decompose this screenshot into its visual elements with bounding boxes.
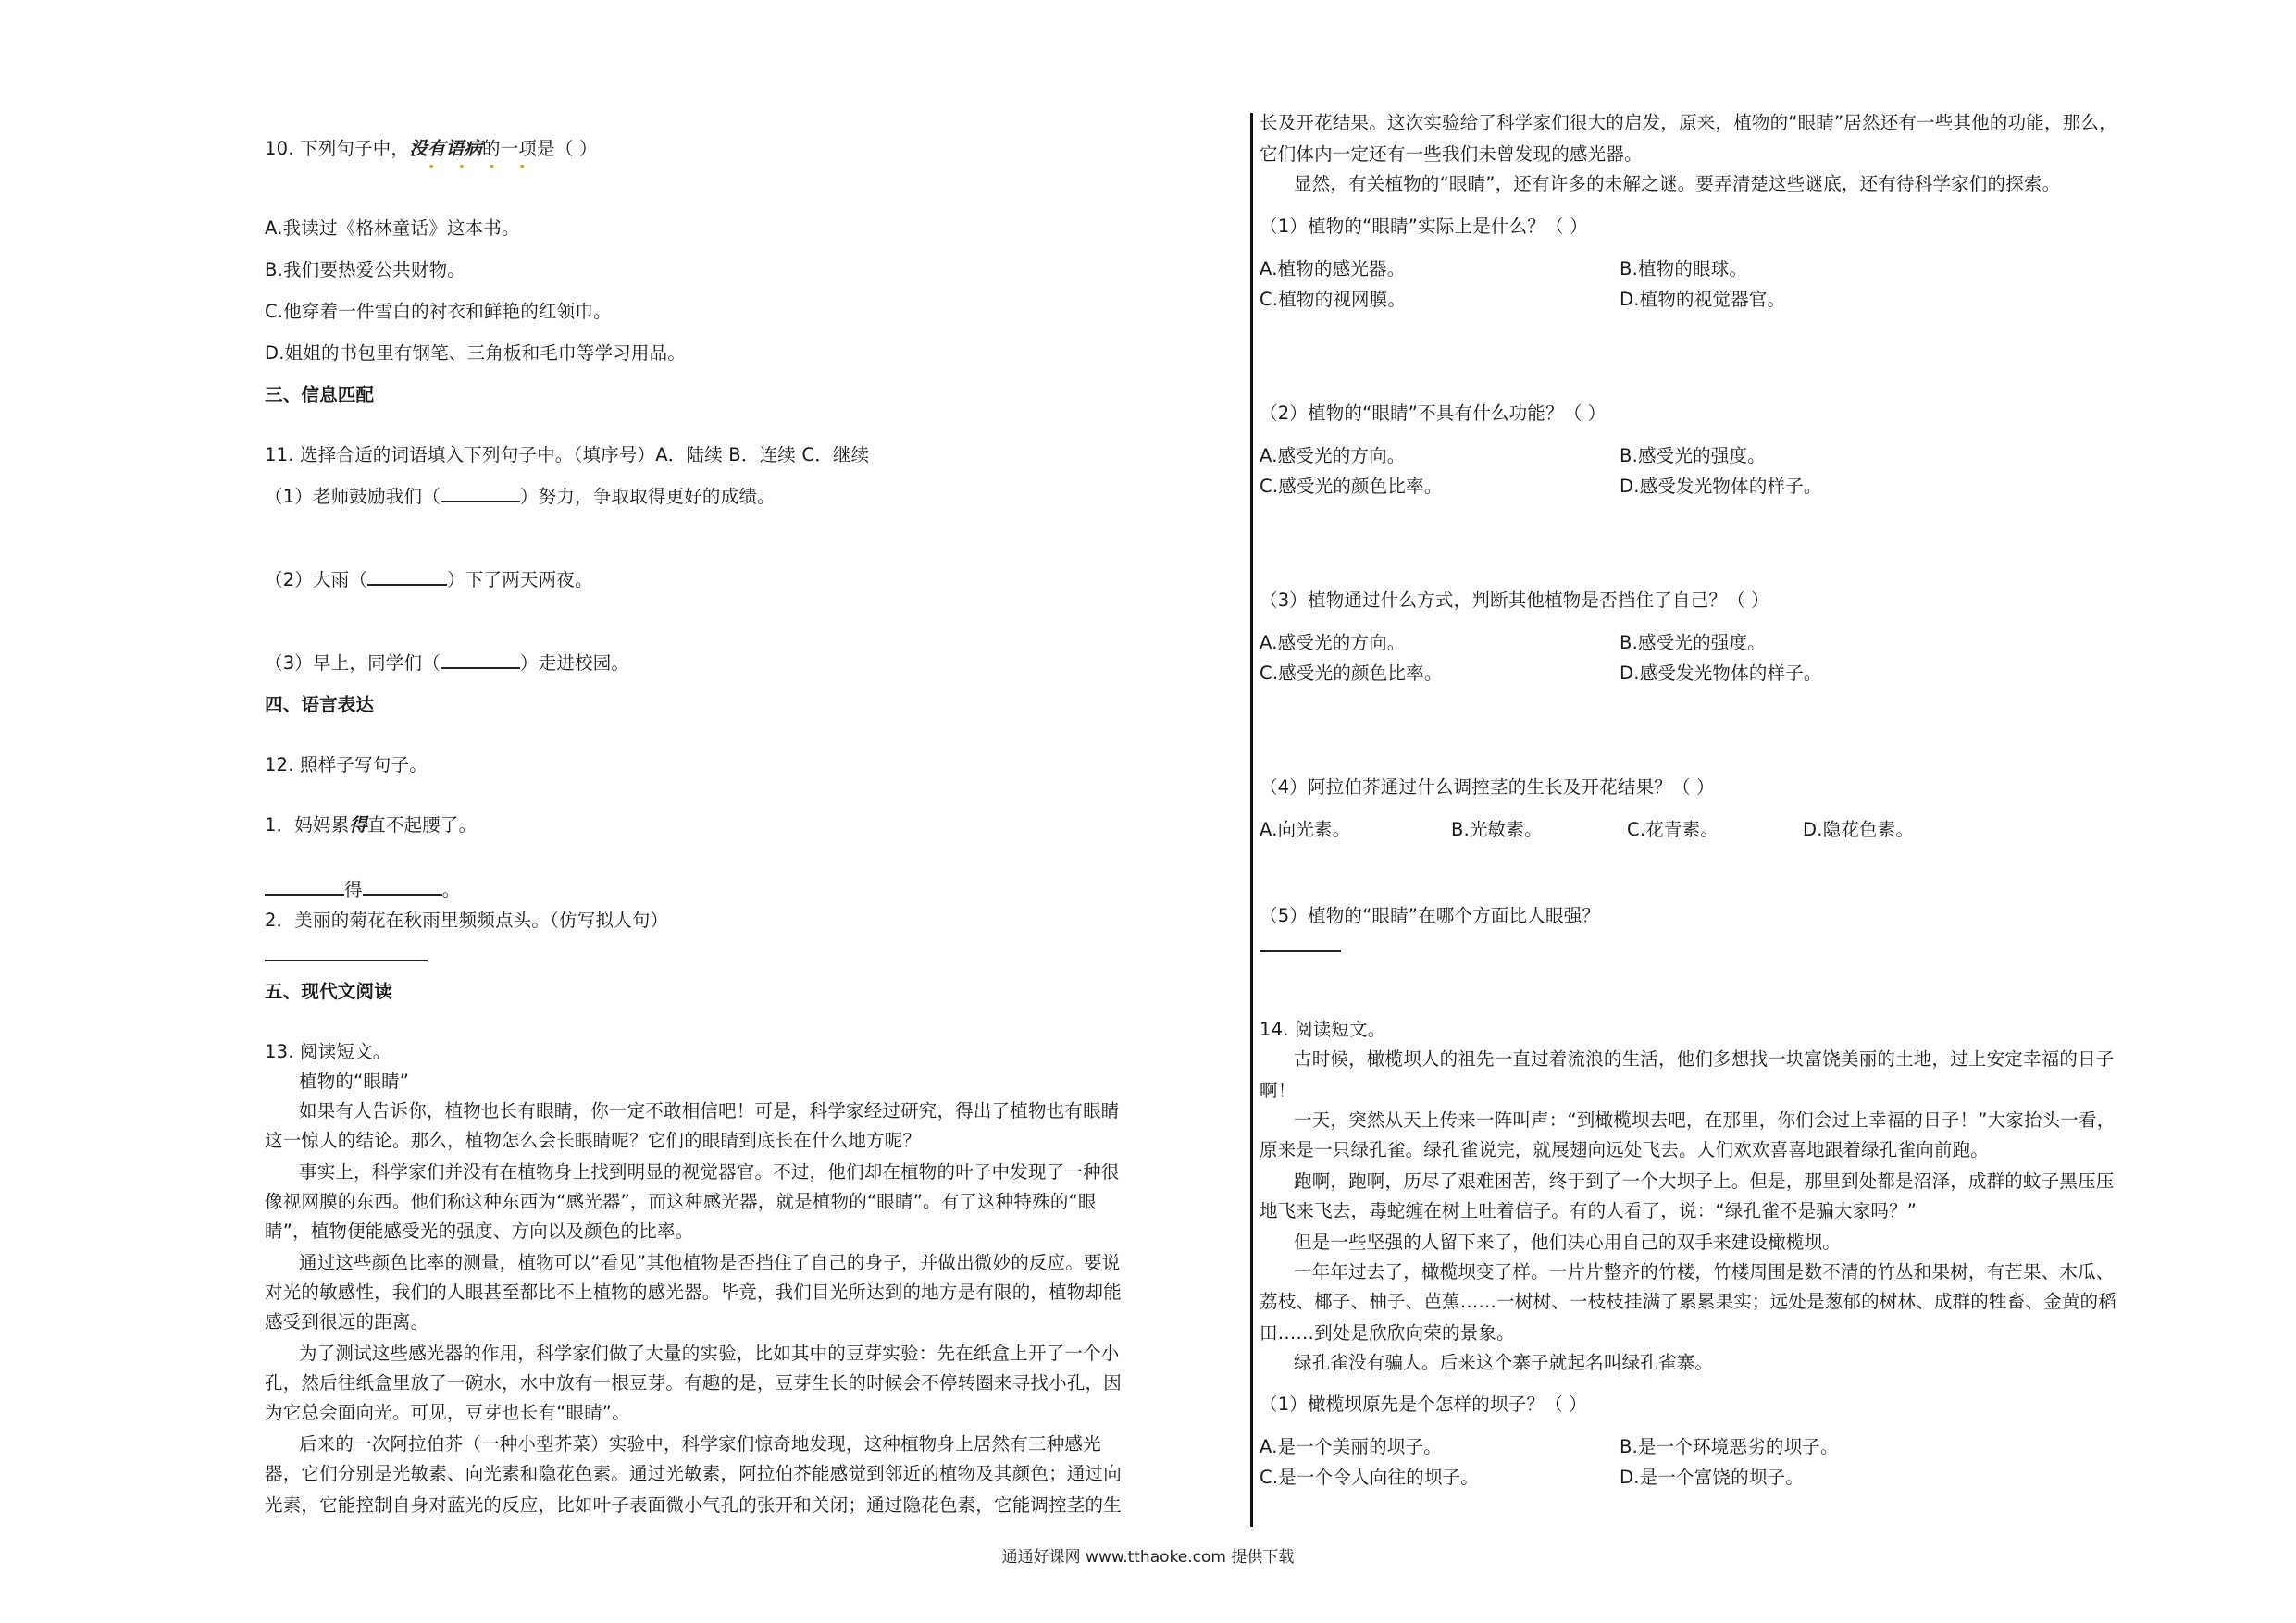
q13-passage-line: 睛”，植物便能感受光的强度、方向以及颜色的比率。 <box>265 1220 694 1242</box>
q14-sub1-option-d: D.是一个富饶的坝子。 <box>1620 1467 1804 1488</box>
q13-sub3-option-c: C.感受光的颜色比率。 <box>1260 663 1443 684</box>
q13-sub2-option-b: B.感受光的强度。 <box>1620 445 1766 466</box>
q14-sub1-option-c: C.是一个令人向往的坝子。 <box>1260 1467 1479 1488</box>
q14-passage-line: 一天，突然从天上传来一阵叫声：“到橄榄坝去吧，在那里，你们会过上幸福的日子！”大家抬头一看， <box>1294 1109 2116 1131</box>
q10-stem-emphasis: 没有语病 <box>409 138 483 159</box>
q10-option-b: B.我们要热爱公共财物。 <box>265 259 465 280</box>
q12-item-1-answer-mid: 得 <box>344 879 363 900</box>
q13-stem: 13. 阅读短文。 <box>265 1041 391 1062</box>
q13-sub1-option-b: B.植物的眼球。 <box>1620 258 1748 279</box>
answer-blank[interactable] <box>367 567 447 586</box>
q13-sub5-stem: （5）植物的“眼睛”在哪个方面比人眼强？ <box>1260 905 1601 926</box>
q13-passage-line: 为它总会面向光。可见，豆芽也长有“眼睛”。 <box>265 1402 630 1423</box>
q11-item-1-pre: （1）老师鼓励我们（ <box>265 486 441 507</box>
q13-sub3-option-a: A.感受光的方向。 <box>1260 632 1406 653</box>
q14-passage-line: 一年年过去了，橄榄坝变了样。一片片整齐的竹楼，竹楼周围是数不清的竹丛和果树，有芒果、木瓜、 <box>1294 1261 2115 1282</box>
section-4-heading: 四、语言表达 <box>265 694 375 715</box>
q12-item-1-pre: 1．妈妈累 <box>265 814 350 836</box>
answer-blank[interactable] <box>441 650 520 669</box>
q14-passage-line: 古时候，橄榄坝人的祖先一直过着流浪的生活，他们多想找一块富饶美丽的土地，过上安定幸福的日子 <box>1294 1048 2115 1070</box>
q14-stem: 14. 阅读短文。 <box>1260 1019 1386 1040</box>
q13-sub4-option-a: A.向光素。 <box>1260 819 1351 840</box>
q13-passage-line: 这一惊人的结论。那么，植物怎么会长眼睛呢？它们的眼睛到底长在什么地方呢？ <box>265 1130 922 1151</box>
column-divider <box>1250 113 1253 1527</box>
q11-item-2-pre: （2）大雨（ <box>265 569 368 590</box>
q14-passage-line: 荔枝、椰子、柚子、芭蕉……一树树、一枝枝挂满了累累果实；远处是葱郁的树林、成群的牲畜、金黄的稻 <box>1260 1291 2116 1312</box>
q14-sub1-option-b: B.是一个环境恶劣的坝子。 <box>1620 1436 1839 1457</box>
q13-sub1-option-d: D.植物的视觉器官。 <box>1620 289 1786 310</box>
q13-passage-line: 对光的敏感性，我们的人眼甚至都比不上植物的感光器。毕竟，我们目光所达到的地方是有限的，植物却能 <box>265 1282 1122 1303</box>
q13-passage-line: 长及开花结果。这次实验给了科学家们很大的启发，原来，植物的“眼睛”居然还有一些其他的功能，那么， <box>1260 112 2117 133</box>
section-3-heading: 三、信息匹配 <box>265 384 375 405</box>
page-footer: 通通好课网 www.tthaoke.com 提供下载 <box>1001 1548 1295 1567</box>
q13-sub1-option-a: A.植物的感光器。 <box>1260 258 1406 279</box>
q13-sub4-option-b: B.光敏素。 <box>1451 819 1543 840</box>
q13-sub3-option-b: B.感受光的强度。 <box>1620 632 1766 653</box>
q13-sub4-stem: （4）阿拉伯芥通过什么调控茎的生长及开花结果？（ ） <box>1260 776 1715 798</box>
q11-item-3 <box>265 650 629 677</box>
q12-item-1-answer-end: 。 <box>441 879 461 900</box>
q12-item-2: 2．美丽的菊花在秋雨里频频点头。（仿写拟人句） <box>265 910 669 931</box>
q14-passage-line: 田……到处是欣欣向荣的景象。 <box>1260 1322 1515 1344</box>
q14-passage-line: 但是一些坚强的人留下来了，他们决心用自己的双手来建设橄榄坝。 <box>1294 1232 1842 1253</box>
q13-passage-line: 孔，然后往纸盒里放了一碗水，水中放有一根豆芽。有趣的是，豆芽生长的时候会不停转圈来寻找小孔，因 <box>265 1372 1122 1394</box>
q12-item-1-emphasis: 得 <box>349 814 368 836</box>
q12-item-1-post: 直不起腰了。 <box>367 814 478 836</box>
q13-passage-line: 显然，有关植物的“眼睛”，还有许多的未解之谜。要弄清楚这些谜底，还有待科学家们的探索。 <box>1294 173 2061 194</box>
q14-sub1-stem: （1）橄榄坝原先是个怎样的坝子？（ ） <box>1260 1394 1587 1415</box>
q14-passage-line: 啊！ <box>1260 1080 1297 1101</box>
q13-sub4-option-c: C.花青素。 <box>1627 819 1719 840</box>
q11-item-1-post: ）努力，争取取得更好的成绩。 <box>519 486 776 507</box>
q11-item-2-post: ）下了两天两夜。 <box>447 569 593 590</box>
q13-passage-line: 如果有人告诉你，植物也长有眼睛，你一定不敢相信吧！可是，科学家经过研究，得出了植物也有眼睛 <box>299 1100 1120 1121</box>
section-5-heading: 五、现代文阅读 <box>265 981 392 1002</box>
q14-passage-line: 原来是一只绿孔雀。绿孔雀说完，就展翅向远处飞去。人们欢欢喜喜地跟着绿孔雀向前跑。 <box>1260 1139 1990 1160</box>
q10-stem-prefix: 10. 下列句子中， <box>265 138 410 159</box>
q11-item-3-pre: （3）早上，同学们（ <box>265 652 441 674</box>
q12-item-2-answer <box>265 942 428 970</box>
q13-passage-title: 植物的“眼睛” <box>299 1071 410 1092</box>
q13-passage-line: 事实上，科学家们并没有在植物身上找到明显的视觉器官。不过，他们却在植物的叶子中发现了一种很 <box>299 1161 1120 1183</box>
q11-item-1 <box>265 483 776 511</box>
answer-blank[interactable] <box>265 877 344 896</box>
q13-sub4-option-d: D.隐花色素。 <box>1803 819 1915 840</box>
q11-item-3-post: ）走进校园。 <box>519 652 630 674</box>
q13-passage-line: 感受到很远的距离。 <box>265 1311 429 1332</box>
q13-passage-line: 光素，它能控制自身对蓝光的反应，比如叶子表面微小气孔的张开和关闭；通过隐花色素，它能调控茎的生 <box>265 1494 1122 1516</box>
q13-sub2-option-d: D.感受发光物体的样子。 <box>1620 476 1822 497</box>
q11-item-2 <box>265 566 593 594</box>
q13-passage-line: 器，它们分别是光敏素、向光素和隐花色素。通过光敏素，阿拉伯芥能感觉到邻近的植物及其颜色；通过向 <box>265 1463 1122 1484</box>
q13-passage-line: 通过这些颜色比率的测量，植物可以“看见”其他植物是否挡住了自己的身子，并做出微妙的反应。要说 <box>299 1252 1121 1273</box>
q10-stem-suffix: 的一项是（ ） <box>482 138 598 159</box>
q13-sub2-option-c: C.感受光的颜色比率。 <box>1260 476 1443 497</box>
q10-emphasis-dots: • • • • <box>428 160 536 175</box>
q14-passage-line: 地飞来飞去，毒蛇缠在树上吐着信子。有的人看了，说：“绿孔雀不是骗大家吗？” <box>1260 1200 1917 1221</box>
q13-sub1-stem: （1）植物的“眼睛”实际上是什么？（ ） <box>1260 216 1588 237</box>
q13-passage-line: 为了测试这些感光器的作用，科学家们做了大量的实验，比如其中的豆芽实验：先在纸盒上开了一个小 <box>299 1343 1120 1364</box>
q13-sub2-stem: （2）植物的“眼睛”不具有什么功能？（ ） <box>1260 403 1607 424</box>
q13-passage-line: 后来的一次阿拉伯芥（一种小型芥菜）实验中，科学家们惊奇地发现，这种植物身上居然有三种感光 <box>299 1433 1101 1455</box>
q13-sub2-option-a: A.感受光的方向。 <box>1260 445 1406 466</box>
q12-item-1-answer <box>265 876 460 904</box>
q13-sub3-stem: （3）植物通过什么方式，判断其他植物是否挡住了自己？（ ） <box>1260 589 1769 611</box>
q10-option-d: D.姐姐的书包里有钢笔、三角板和毛巾等学习用品。 <box>265 342 687 364</box>
q13-sub1-option-c: C.植物的视网膜。 <box>1260 289 1407 310</box>
q13-passage-line: 像视网膜的东西。他们称这种东西为“感光器”，而这种感光器，就是植物的“眼睛”。有了这种特殊的“眼 <box>265 1191 1097 1212</box>
q13-passage-line: 它们体内一定还有一些我们未曾发现的感光器。 <box>1260 143 1643 165</box>
q10-option-c: C.他穿着一件雪白的衬衣和鲜艳的红领巾。 <box>265 301 612 322</box>
q10-option-a: A.我读过《格林童话》这本书。 <box>265 217 520 239</box>
answer-blank[interactable] <box>441 484 520 502</box>
q14-sub1-option-a: A.是一个美丽的坝子。 <box>1260 1436 1442 1457</box>
answer-blank[interactable] <box>363 877 442 896</box>
q11-stem: 11. 选择合适的词语填入下列句子中。（填序号）A．陆续 B．连续 C．继续 <box>265 444 870 465</box>
answer-blank[interactable] <box>1260 934 1341 952</box>
q12-item-1 <box>265 812 477 839</box>
q10-stem <box>265 135 598 163</box>
answer-blank[interactable] <box>265 943 428 961</box>
q13-sub5-answer <box>1260 933 1341 960</box>
q13-sub3-option-d: D.感受发光物体的样子。 <box>1620 663 1822 684</box>
q14-passage-line: 跑啊，跑啊，历尽了艰难困苦，终于到了一个大坝子上。但是，那里到处都是沼泽，成群的蚊子黑压压 <box>1294 1171 2115 1192</box>
q12-stem: 12. 照样子写句子。 <box>265 754 428 775</box>
q14-passage-line: 绿孔雀没有骗人。后来这个寨子就起名叫绿孔雀寨。 <box>1294 1352 1714 1373</box>
